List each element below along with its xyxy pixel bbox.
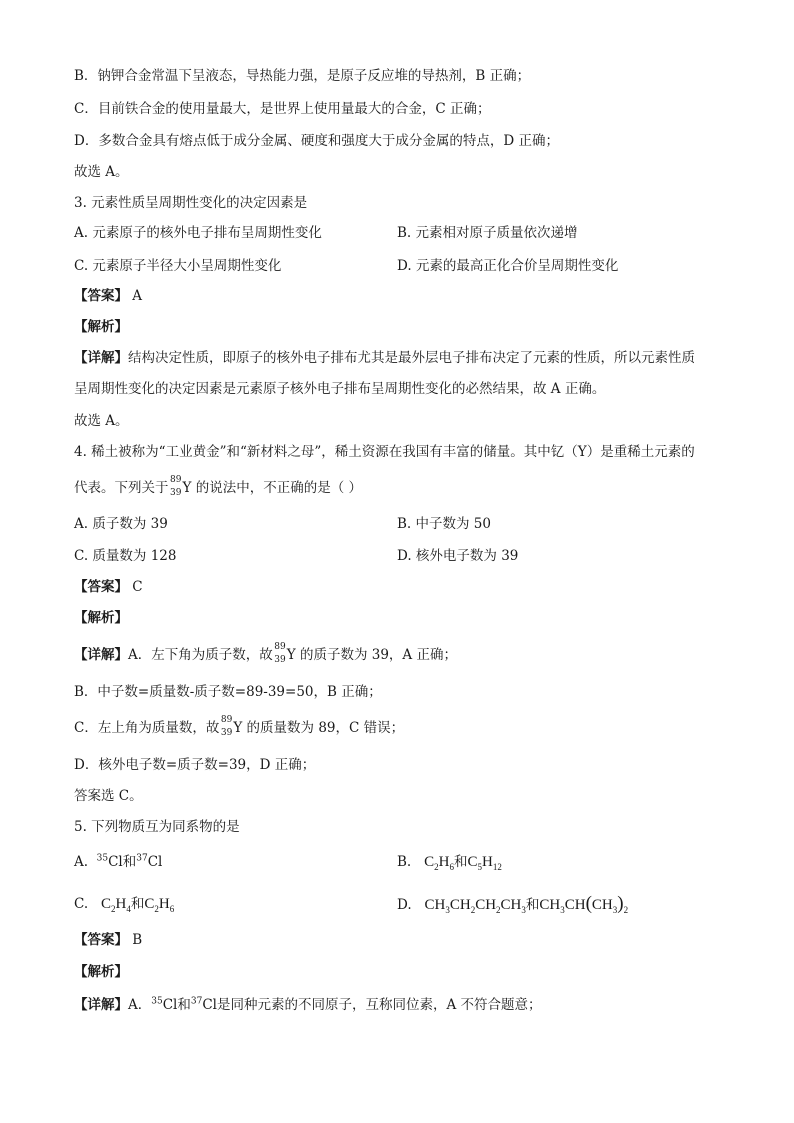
q4-stem-line-2: 代表。下列关于 89 39 Y 的说法中，不正确的是（ ） [74,475,362,498]
answer-tag: 【答案】 [74,288,128,304]
q3-analysis-tag: 【解析】 [74,319,128,335]
formula-isobutane: $CH_3CH(CH_3)_2$ [539,893,629,915]
formula-c2h6: $C_2H_6$ [144,896,175,914]
q3-detail-line-2: 呈周期性变化的决定因素是元素原子核外电子排布呈周期性变化的必然结果，故 A 正确。 [74,381,606,397]
q4-answer: 【答案】 C [74,579,143,595]
formula-c5h12: $C_5H_{12}$ [467,854,502,872]
q2-option-d-explanation: D．多数合金具有熔点低于成分金属、硬度和强度大于成分金属的特点，D 正确； [74,133,559,149]
nuclide-notation: 89 39 [220,715,233,738]
q4-option-a: A. 质子数为 39 [74,516,168,532]
q5-option-b: B. $C_2H_6$和$C_5H_{12}$ [397,854,502,872]
q2-conclusion: 故选 A。 [74,164,129,180]
nuclide-notation: 89 39 [170,475,182,498]
q4-detail-b: B．中子数=质量数-质子数=89-39=50，B 正确； [74,684,382,700]
q2-option-c-explanation: C．目前铁合金的使用量最大，是世界上使用量最大的合金，C 正确； [74,101,491,117]
q3-option-b: B. 元素相对原子质量依次递增 [397,225,578,241]
q4-option-b: B. 中子数为 50 [397,516,491,532]
formula-c2h6: $C_2H_6$ [424,854,454,872]
q5-analysis-tag: 【解析】 [74,964,128,980]
q4-analysis-tag: 【解析】 [74,610,128,626]
q4-option-d: D. 核外电子数为 39 [397,548,519,564]
q5-stem: 5. 下列物质互为同系物的是 [74,819,240,835]
q4-detail-d: D．核外电子数=质子数=39，D 正确； [74,757,316,773]
q4-option-c: C. 质量数为 128 [74,548,177,564]
answer-value: A [132,288,143,304]
q3-option-a: A. 元素原子的核外电子排布呈周期性变化 [74,225,322,241]
q5-option-a: A. $^{35}$Cl和$^{37}$Cl [74,853,163,870]
q3-option-d: D. 元素的最高正化合价呈周期性变化 [397,258,619,274]
q5-detail-a: 【详解】A．$^{35}$Cl和$^{37}$Cl是同种元素的不同原子，互称同位素，A 不符合题意； [74,996,542,1013]
q4-conclusion: 答案选 C。 [74,788,143,804]
nuclide-notation: 89 39 [274,642,286,665]
q3-conclusion: 故选 A。 [74,413,129,429]
q3-stem: 3. 元素性质呈周期性变化的决定因素是 [74,195,308,211]
q3-detail-line-1: 【详解】结构决定性质，即原子的核外电子排布尤其是最外层电子排布决定了元素的性质，所以元素性质 [74,350,695,366]
detail-tag: 【详解】 [74,350,128,366]
formula-c2h4: $C_2H_4$ [101,896,131,914]
formula-butane: $CH_3CH_2CH_2CH_3$ [424,897,526,915]
q3-option-c: C. 元素原子半径大小呈周期性变化 [74,258,282,274]
q4-stem-line-1: 4. 稀土被称为“工业黄金”和“新材料之母”，稀土资源在我国有丰富的储量。其中钇（Y）是重稀土元素的 [74,444,695,460]
q5-option-d: D. $CH_3CH_2CH_2CH_3$和$CH_3CH(CH_3)_2$ [397,893,629,915]
q5-answer: 【答案】 B [74,932,143,948]
q5-option-c: C. $C_2H_4$和$C_2H_6$ [74,896,175,914]
q4-detail-c: C．左上角为质量数，故 89 39 Y 的质量数为 89，C 错误； [74,715,405,738]
q3-answer [74,286,142,306]
q2-option-b-explanation: B．钠钾合金常温下呈液态，导热能力强，是原子反应堆的导热剂，B 正确； [74,68,531,84]
q4-detail-a: 【详解】A．左下角为质子数，故 89 39 Y 的质子数为 39，A 正确； [74,642,457,665]
